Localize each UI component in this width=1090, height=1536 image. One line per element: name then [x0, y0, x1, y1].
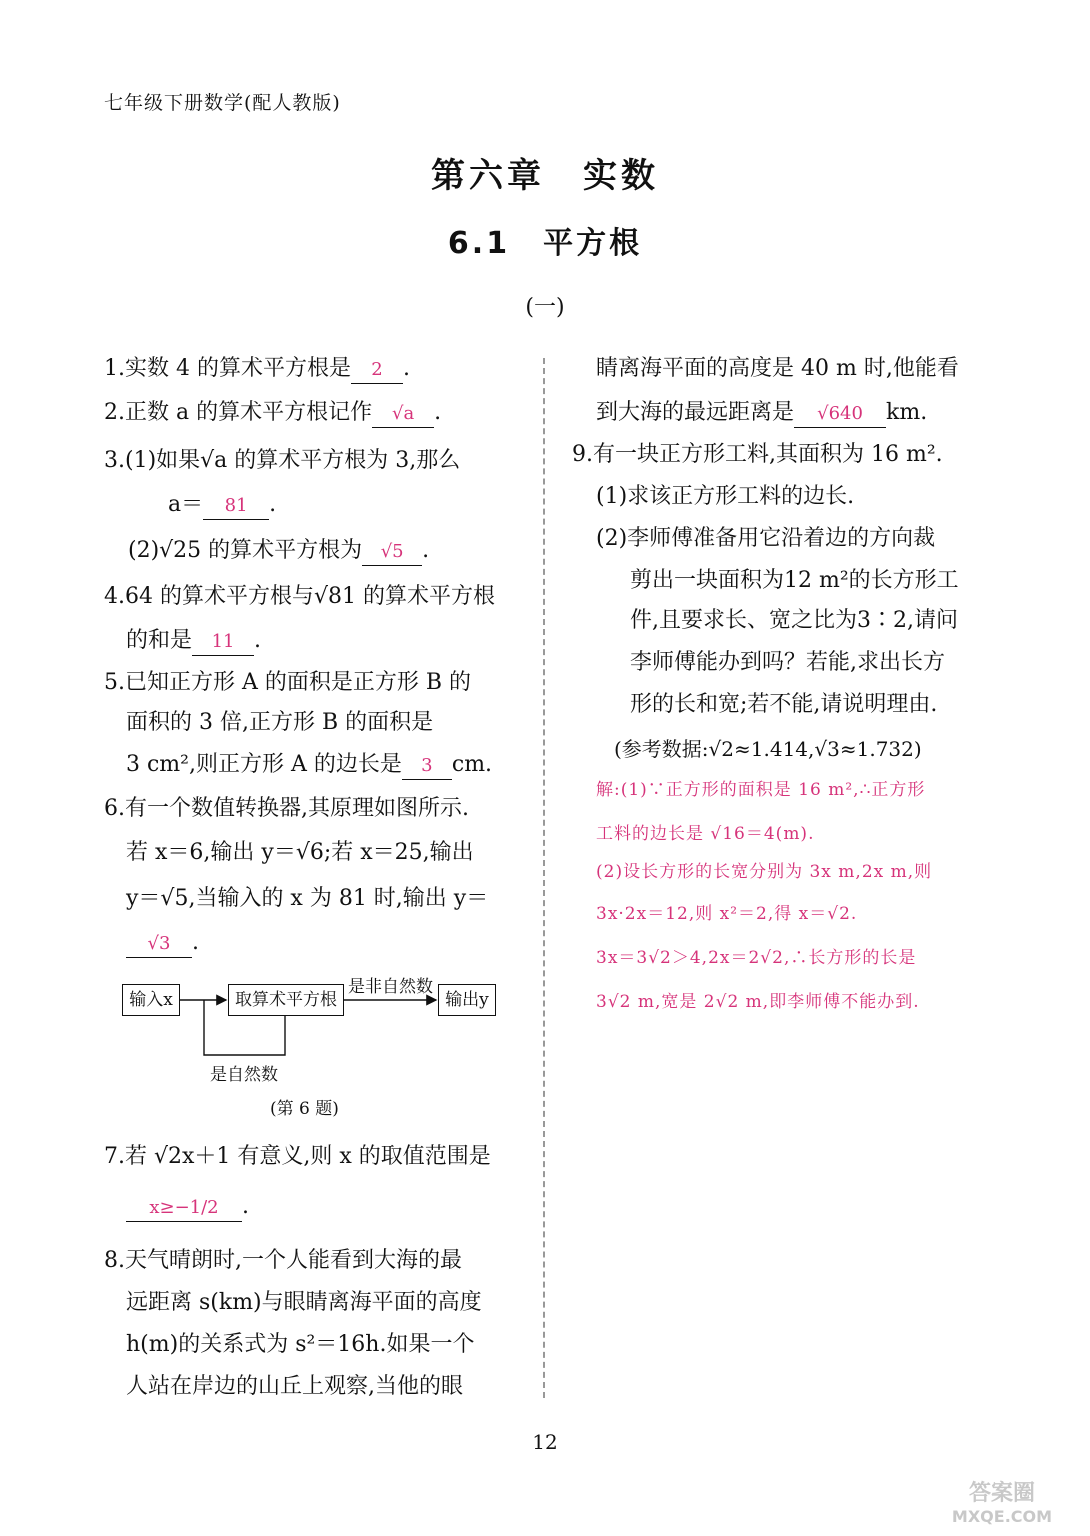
- solution-line-6: 3√2 m,宽是 2√2 m,即李师傅不能办到.: [596, 992, 920, 1012]
- question-4-line-1: 4.64 的算术平方根与√81 的算术平方根: [104, 584, 495, 609]
- answer-5: 3: [402, 753, 452, 780]
- answer-6: √3: [126, 931, 192, 958]
- flow-label-non-natural: 是非自然数: [348, 977, 433, 997]
- svg-text:MXQE.COM: MXQE.COM: [951, 1507, 1053, 1526]
- solution-line-1: 解:(1)∵正方形的面积是 16 m²,∴正方形: [596, 780, 926, 800]
- question-3-blank-1: a＝ 81 .: [168, 490, 276, 520]
- question-8-line-2: 远距离 s(km)与眼睛离海平面的高度: [126, 1290, 482, 1315]
- solution-line-4: 3x·2x＝12,则 x²＝2,得 x＝√2.: [596, 904, 858, 924]
- flow-output-box: 输出y: [438, 984, 496, 1016]
- question-5-line-3: 3 cm²,则正方形 A 的边长是 3 cm.: [126, 750, 492, 780]
- question-5-line-2: 面积的 3 倍,正方形 B 的面积是: [126, 710, 434, 735]
- answer-7: x≥−1/2: [126, 1195, 242, 1222]
- answer-4: 11: [192, 629, 254, 656]
- column-divider: [543, 358, 545, 1398]
- question-5-line-1: 5.已知正方形 A 的面积是正方形 B 的: [104, 670, 472, 695]
- flow-input-box: 输入x: [122, 984, 180, 1016]
- question-8-line-4: 人站在岸边的山丘上观察,当他的眼: [126, 1374, 463, 1399]
- question-6-line-2: 若 x＝6,输出 y＝√6;若 x＝25,输出: [126, 840, 474, 865]
- flow-process-box: 取算术平方根: [228, 984, 344, 1016]
- question-3: 3.(1)如果√a 的算术平方根为 3,那么: [104, 448, 461, 473]
- question-8-line-5: 睛离海平面的高度是 40 m 时,他能看: [596, 356, 959, 381]
- flow-label-natural: 是自然数: [210, 1065, 278, 1085]
- book-title: 七年级下册数学(配人教版): [104, 92, 341, 114]
- question-8-line-3: h(m)的关系式为 s²＝16h.如果一个: [126, 1332, 475, 1357]
- question-9-line-1: 9.有一块正方形工料,其面积为 16 m².: [572, 442, 943, 467]
- question-8-line-6: 到大海的最远距离是 √640 km.: [596, 398, 927, 428]
- figure-caption: (第 6 题): [270, 1099, 339, 1119]
- question-9-part-2-line-3: 件,且要求长、宽之比为3∶2,请问: [630, 608, 958, 633]
- solution-line-2: 工料的边长是 √16＝4(m).: [596, 824, 815, 844]
- page-number: 12: [532, 1430, 558, 1454]
- question-9-part-2-line-2: 剪出一块面积为12 m²的长方形工: [630, 568, 959, 593]
- reference-data: (参考数据:√2≈1.414,√3≈1.732): [614, 737, 922, 761]
- answer-3-2: √5: [362, 539, 422, 566]
- section-title: 6.1 平方根: [447, 226, 643, 261]
- question-6-answer-line: √3 .: [126, 928, 199, 958]
- question-9-part-2-line-1: (2)李师傅准备用它沿着边的方向裁: [596, 526, 936, 551]
- question-2: 2.正数 a 的算术平方根记作 √a .: [104, 398, 441, 428]
- question-4-line-2: 的和是 11 .: [126, 626, 261, 656]
- question-7-line-1: 7.若 √2x＋1 有意义,则 x 的取值范围是: [104, 1144, 491, 1169]
- watermark-logo: [932, 1478, 1072, 1528]
- answer-8: √640: [794, 401, 886, 428]
- question-6-line-1: 6.有一个数值转换器,其原理如图所示.: [104, 796, 469, 821]
- question-9-part-2-line-4: 李师傅能办到吗？若能,求出长方: [630, 650, 945, 675]
- flow-arrows: [100, 960, 520, 1070]
- answer-1: 2: [351, 357, 403, 384]
- solution-line-5: 3x＝3√2＞4,2x＝2√2,∴长方形的长是: [596, 948, 917, 968]
- question-3-part-2: (2)√25 的算术平方根为 √5 .: [128, 536, 429, 566]
- chapter-title: 第六章 实数: [431, 156, 659, 196]
- svg-text:答案圈: 答案圈: [968, 1481, 1036, 1506]
- question-1: 1.实数 4 的算术平方根是 2 .: [104, 354, 410, 384]
- answer-3-1: 81: [203, 493, 269, 520]
- question-8-line-1: 8.天气晴朗时,一个人能看到大海的最: [104, 1248, 462, 1273]
- question-6-line-3: y＝√5,当输入的 x 为 81 时,输出 y＝: [126, 886, 489, 911]
- question-9-part-2-line-5: 形的长和宽;若不能,请说明理由.: [630, 692, 938, 717]
- question-9-part-1: (1)求该正方形工料的边长.: [596, 484, 855, 509]
- solution-line-3: (2)设长方形的长宽分别为 3x m,2x m,则: [596, 862, 933, 882]
- question-7-answer-line: x≥−1/2 .: [126, 1192, 249, 1222]
- part-title: (一): [525, 295, 565, 320]
- answer-2: √a: [372, 401, 434, 428]
